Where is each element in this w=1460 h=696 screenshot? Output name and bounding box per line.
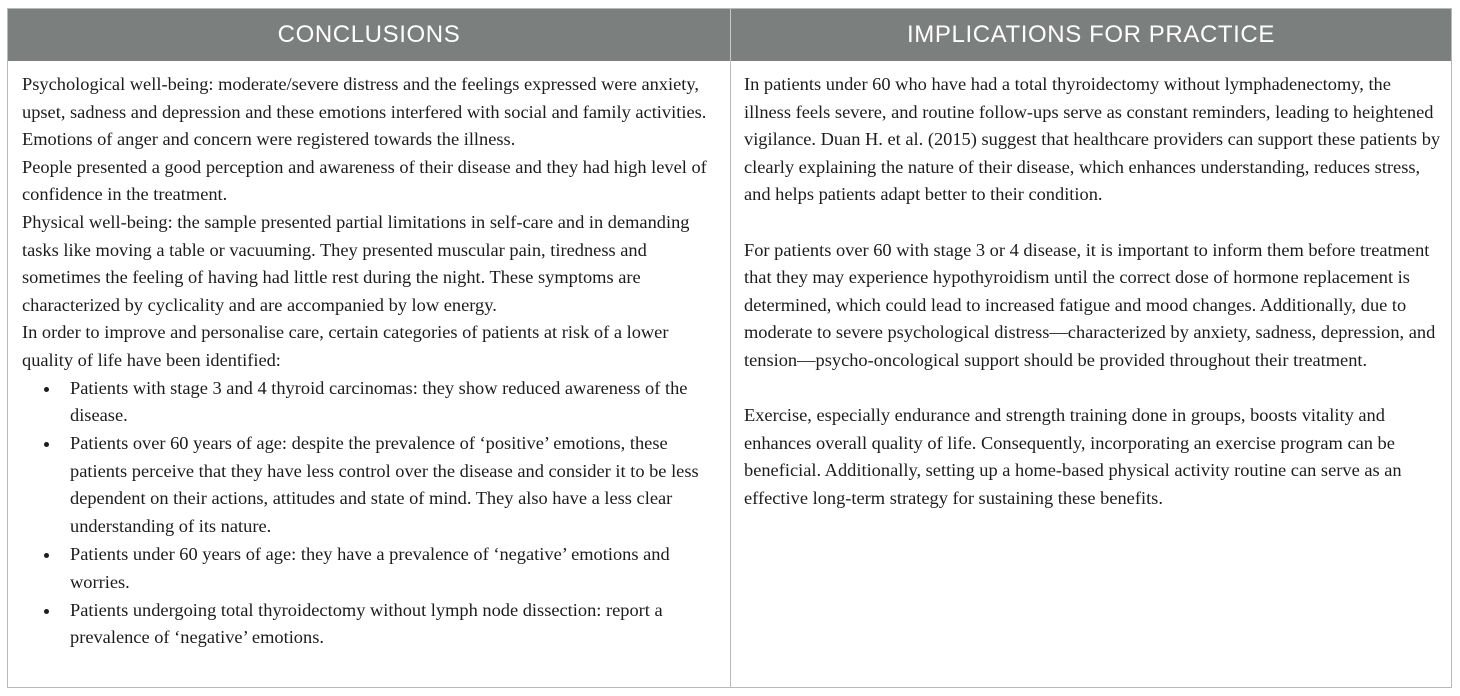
- bullet-icon: [44, 609, 49, 614]
- conclusions-paragraph: People presented a good perception and awareness of their disease and they had high level of confidence in the treatment.: [22, 156, 707, 205]
- list-item: [70, 430, 720, 540]
- implications-paragraph: For patients over 60 with stage 3 or 4 disease, it is important to inform them before treatment that they may experience hypothyroidism until the correct dose of hormone replacement is determined, which could lead to increased fatigue and mood changes. Additionally, due to moderate to severe psychological distress—characterized by anxiety, sadness, depression, and tension—psycho-oncological support should be provided throughout their treatment.: [744, 239, 1436, 370]
- implications-cell: [731, 61, 1451, 687]
- conclusions-paragraph: Physical well-being: the sample presented partial limitations in self-care and in demanding tasks like moving a table or vacuuming. They presented muscular pain, tiredness and sometimes the feeling of having had little rest during the night. These symptoms are characterized by cyclicality and are accompanied by low energy.: [22, 211, 690, 315]
- list-item: [70, 375, 720, 430]
- conclusions-paragraph: Psychological well-being: moderate/severe distress and the feelings expressed were anxiety, upset, sadness and depression and these emotions interfered with social and family activities. Emotions of anger and concern were registered towards the illness.: [22, 74, 707, 150]
- header-conclusions: CONCLUSIONS: [8, 9, 731, 61]
- bullet-icon: [44, 387, 49, 392]
- list-item-text: Patients with stage 3 and 4 thyroid carcinomas: they show reduced awareness of the disease.: [70, 377, 688, 426]
- implications-paragraph: Exercise, especially endurance and strength training done in groups, boosts vitality and enhances overall quality of life. Consequently, incorporating an exercise program can be beneficial. Additionally, setting up a home-based physical activity routine can serve as an effective long-term strategy for sustaining these benefits.: [744, 405, 1402, 508]
- bullet-icon: [44, 442, 49, 447]
- list-item-text: Patients under 60 years of age: they have a prevalence of ‘negative’ emotions and worries.: [70, 544, 670, 592]
- header-implications-for-practice: IMPLICATIONS FOR PRACTICE: [731, 9, 1451, 61]
- implications-paragraph: In patients under 60 who have had a total thyroidectomy without lymphadenectomy, the illness feels severe, and routine follow-ups serve as constant reminders, leading to heightened vigilance. Duan H. et al. (2015) suggest that healthcare providers can support these patients by clearly explaining the nature of their disease, which enhances understanding, reduces stress, and helps patients adapt better to their condition.: [744, 74, 1441, 205]
- bullet-icon: [44, 553, 49, 558]
- list-item: [70, 597, 720, 652]
- summary-table: [7, 8, 1452, 688]
- risk-category-list: [22, 375, 720, 652]
- list-item: [70, 541, 720, 596]
- conclusions-paragraph: In order to improve and personalise care, certain categories of patients at risk of a lower quality of life have been identified:: [22, 322, 669, 370]
- list-item-text: Patients undergoing total thyroidectomy without lymph node dissection: report a prevalence of ‘negative’ emotions.: [70, 599, 663, 648]
- conclusions-cell: [8, 61, 731, 687]
- list-item-text: Patients over 60 years of age: despite the prevalence of ‘positive’ emotions, these patients perceive that they have less control over the disease and consider it to be less dependent on their actions, attitudes and state of mind. They also have a less clear understanding of its nature.: [70, 433, 699, 536]
